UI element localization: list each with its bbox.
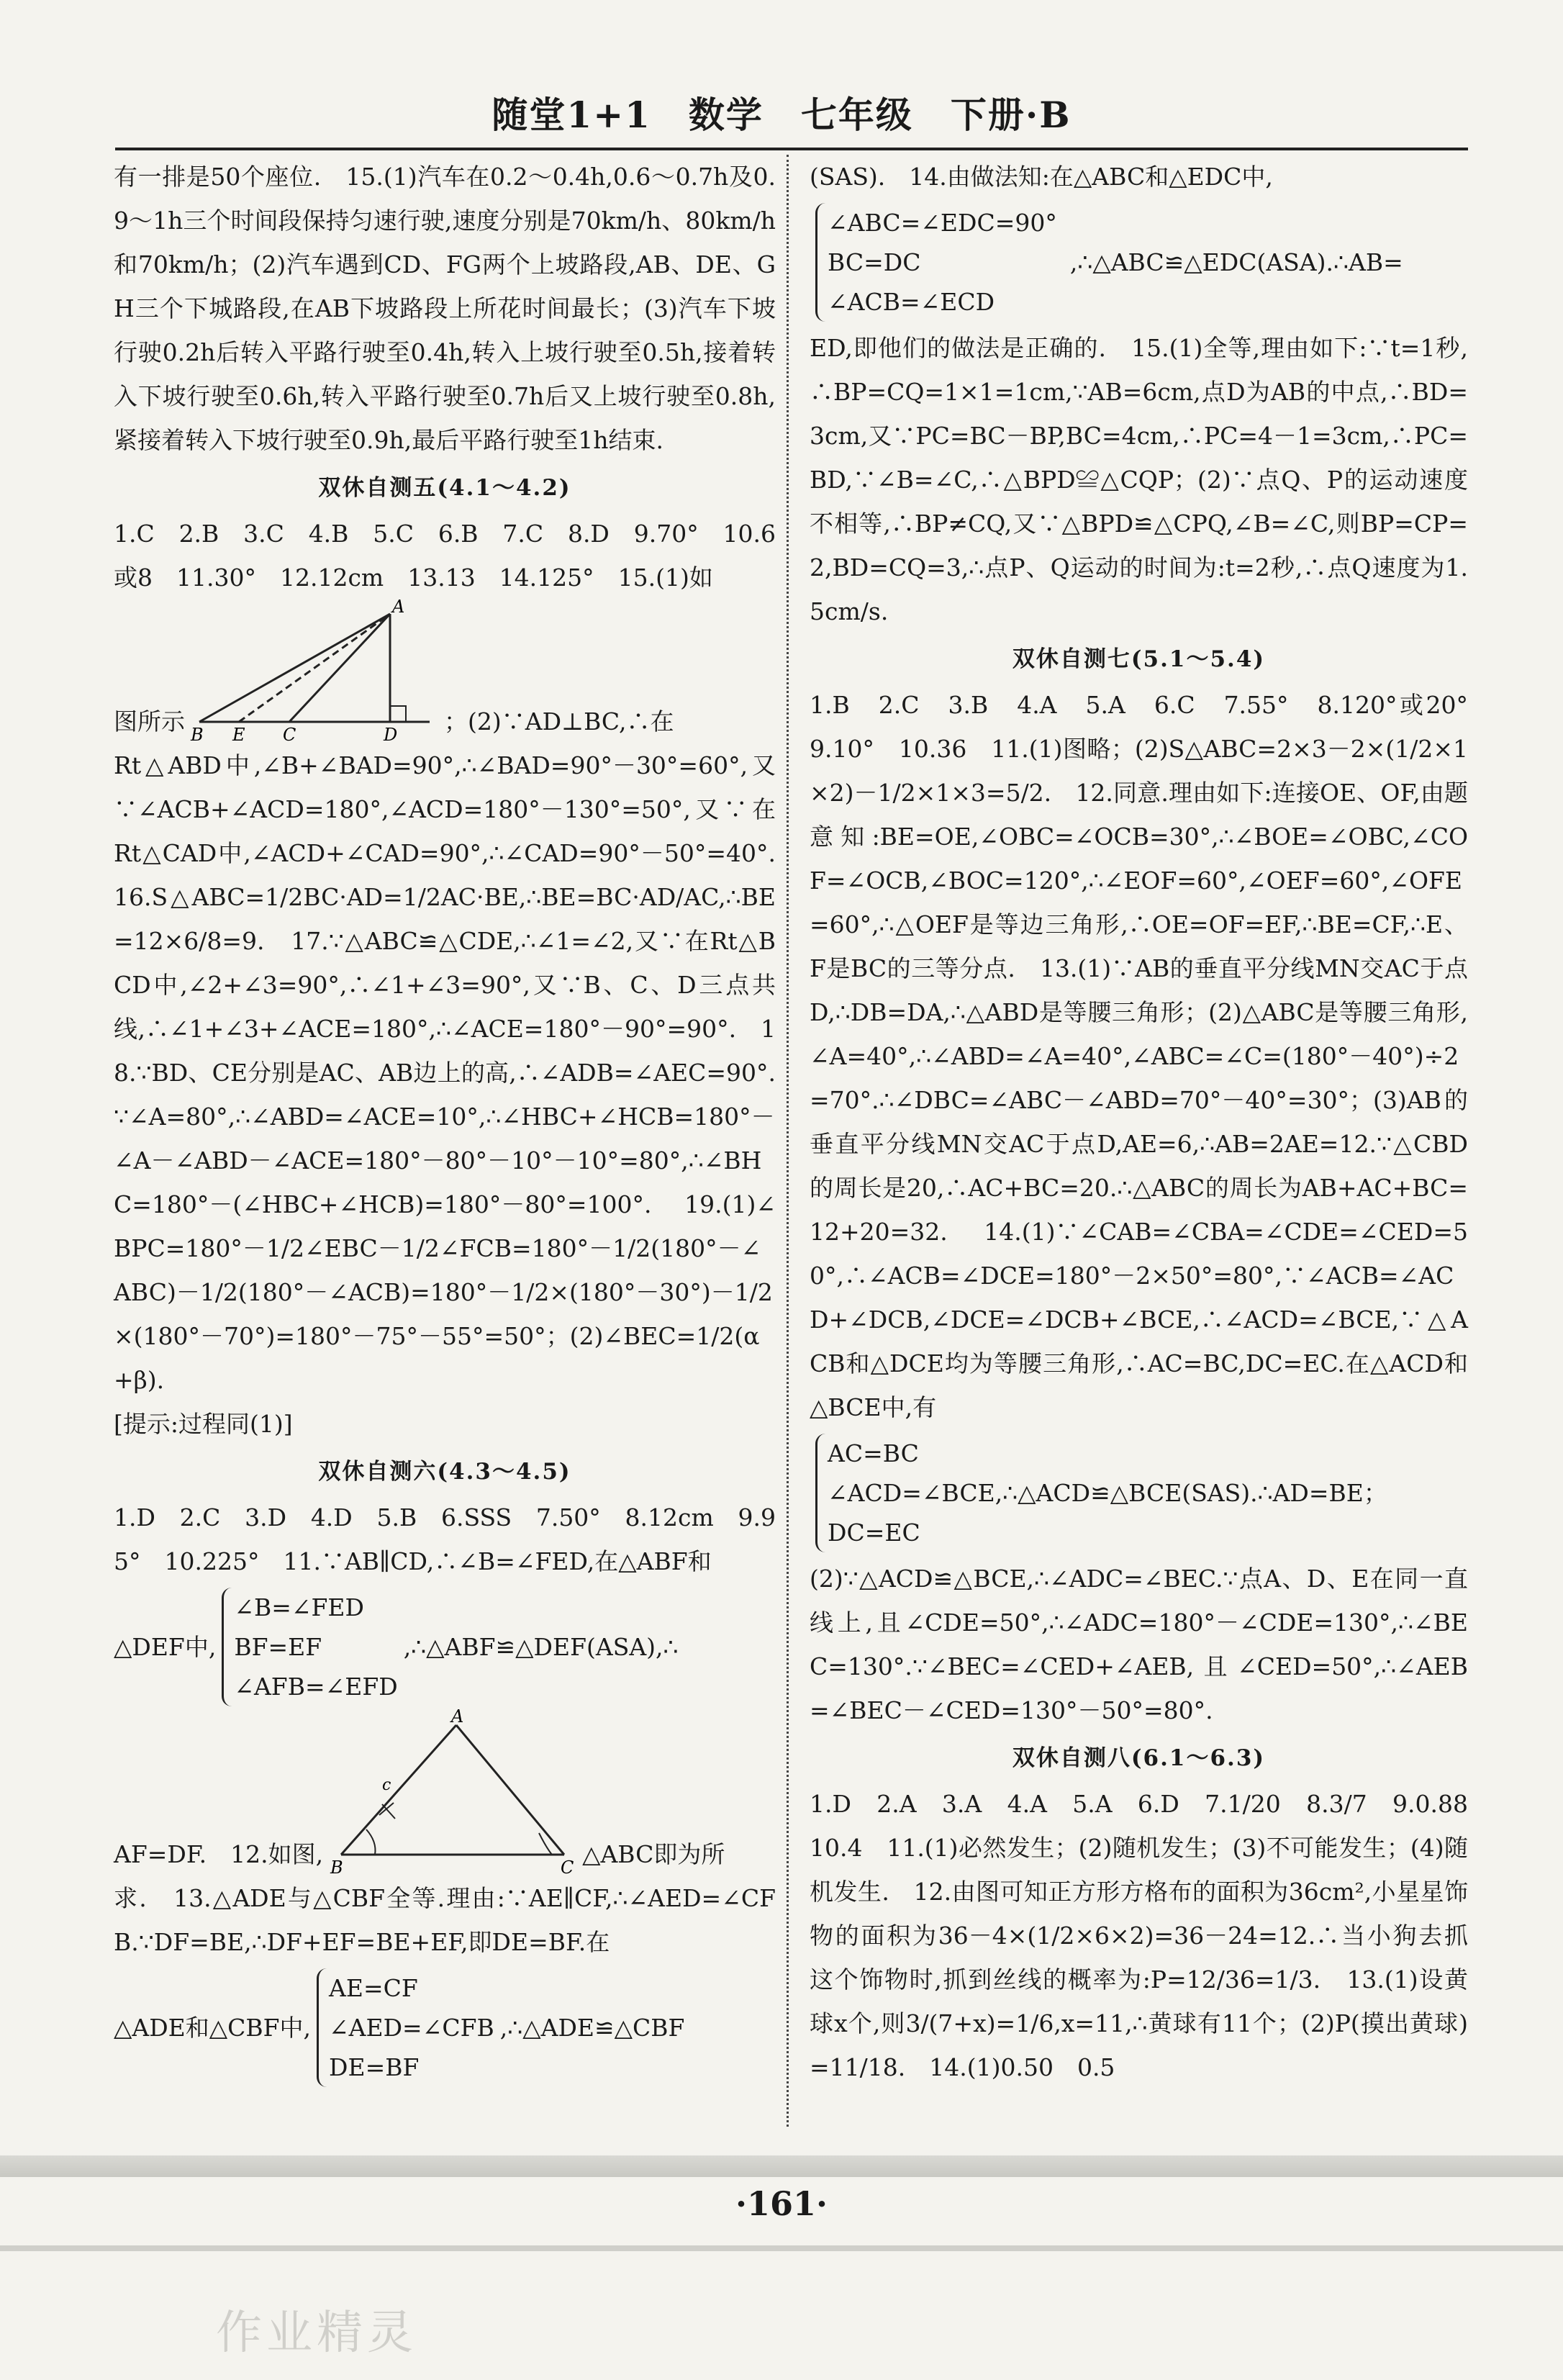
figure-row-2 [114, 1706, 776, 1878]
equation-system [815, 1434, 1387, 1552]
equation-line: DE=BF [329, 2053, 420, 2081]
answer-text: ,∴△ABC≌△EDC(ASA).∴AB= [1069, 248, 1403, 276]
fig1-line-AE [239, 614, 390, 722]
equation-line: ∠ACD=∠BCE,∴△ACD≌△BCE(SAS).∴AD=BE； [828, 1479, 1387, 1507]
section-title-7: 双休自测七(5.1～5.4) [1012, 646, 1266, 672]
triangle-figure-2 [323, 1706, 582, 1878]
equation-system [317, 1968, 494, 2087]
footer-rule [0, 2245, 1563, 2251]
answer-text: ,∴△ADE≌△CBF [499, 2014, 685, 2042]
section-title-8: 双休自测八(6.1～6.3) [1012, 1745, 1266, 1771]
figure-row-1 [114, 599, 776, 743]
right-column [810, 155, 1492, 2127]
fig2-label-c: c [382, 1776, 391, 1794]
watermark-logo: 作业精灵 [216, 2307, 417, 2360]
equation-row-4 [810, 1429, 1468, 1557]
footer-band [0, 2155, 1563, 2177]
answer-paragraph: 求. 13.△ADE与△CBF全等.理由:∵AE∥CF,∴∠AED=∠CFB.∵DF=BE,∴DF+EF=BE+EF,即DE=BF.在 [114, 1884, 776, 1956]
answer-paragraph: 1.B 2.C 3.B 4.A 5.A 6.C 7.55° 8.120°或20° 9.10° 10.36 11.(1)图略；(2)S△ABC=2×3－2×(1/2×1×2)－1/2×1×3=5/2. 12.同意.理由如下:连接OE、OF,由题意知:BE=OE,∠OBC=∠OCB=30°,∴∠BOE=∠OBC,∠COF=∠OCB,∠BOC=120°,∴∠EOF=60°,∠OEF=60°,∠OFE=60°,∴△OEF是等边三角形,∴OE=OF=EF,∴BE=CF,∴E、F是BC的三等分点. 13.(1)∵AB的垂直平分线MN交AC于点D,∴DB=DA,∴△ABD是等腰三角形；(2)△ABC是等腰三角形,∠A=40°,∴∠ABD=∠A=40°,∠ABC=∠C=(180°－40°)÷2=70°.∴∠DBC=∠ABC－∠ABD=70°－40°=30°；(3)AB的垂直平分线MN交AC于点D,AE=6,∴AB=2AE=12.∵△CBD的周长是20,∴AC+BC=20.∴△ABC的周长为AB+AC+BC=12+20=32. 14.(1)∵∠CAB=∠CBA=∠CDE=∠CED=50°,∴∠ACB=∠DCE=180°－2×50°=80°,∵∠ACB=∠ACD+∠DCB,∠DCE=∠DCB+∠BCE,∴∠ACD=∠BCE,∵△ACB和△DCE均为等腰三角形,∴AC=BC,DC=EC.在△ACD和△BCE中,有 [810, 691, 1492, 1421]
fig2-label-C: C [561, 1858, 574, 1878]
equation-row-2 [114, 1964, 776, 2091]
answer-paragraph: 1.C 2.B 3.C 4.B 5.C 6.B 7.C 8.D 9.70° 10.6或8 11.30° 12.12cm 13.13 14.125° 15.(1)如 [114, 520, 776, 592]
equation-line: DC=EC [828, 1519, 920, 1547]
fig2-arc-mark [379, 1803, 395, 1819]
column-divider [787, 155, 790, 2127]
answer-paragraph: (SAS). 14.由做法知:在△ABC和△EDC中, [810, 163, 1273, 191]
fig2-line-AC [456, 1725, 564, 1855]
fig2-label-A: A [451, 1706, 464, 1727]
section-title-6: 双休自测六(4.3～4.5) [318, 1459, 571, 1485]
page-header [0, 86, 1563, 144]
equation-line: BF=EF [234, 1633, 322, 1661]
answer-paragraph: 有一排是50个座位. 15.(1)汽车在0.2～0.4h,0.6～0.7h及0.9～1h三个时间段保持匀速行驶,速度分别是70km/h、80km/h和70km/h；(2)汽车遇到CD、FG两个上坡路段,AB、DE、GH三个下城路段,在AB下坡路段上所花时间最长；(3)汽车下坡行驶0.2h后转入平路行驶至0.4h,转入上坡行驶至0.5h,接着转入下坡行驶至0.6h,转入平路行驶至0.7h后又上坡行驶至0.8h,紧接着转入下坡行驶至0.9h,最后平路行驶至1h结束. [114, 163, 776, 454]
equation-row-1 [114, 1583, 776, 1711]
header-rule [115, 148, 1468, 150]
equation-line: AE=CF [329, 1974, 418, 2002]
answer-text: ,∴△ABF≌△DEF(ASA),∴ [403, 1633, 679, 1661]
fig2-arc-B [366, 1829, 376, 1855]
fig1-label-B: B [191, 725, 204, 745]
section-title-5: 双休自测五(4.1～4.2) [318, 475, 571, 501]
answer-text: △DEF中, [114, 1633, 217, 1661]
answer-paragraph: (2)∵△ACD≌△BCE,∴∠ADC=∠BEC.∵点A、D、E在同一直线上,且∠CDE=50°,∴∠ADC=180°－∠CDE=130°,∴∠BEC=130°.∵∠BEC=∠CED+∠AEB,且∠CED=50°,∴∠AEB=∠BEC－∠CED=130°－50°=80°. [810, 1565, 1468, 1724]
hint-text: [提示:过程同(1)] [114, 1410, 293, 1438]
equation-line: BC=DC [828, 248, 921, 276]
answer-paragraph: Rt△ABD中,∠B+∠BAD=90°,∴∠BAD=90°－30°=60°,又∵∠ACB+∠ACD=180°,∠ACD=180°－130°=50°,又∵在Rt△CAD中,∠ACD+∠CAD=90°,∴∠CAD=90°－50°=40°. 16.S△ABC=1/2BC·AD=1/2AC·BE,∴BE=BC·AD/AC,∴BE=12×6/8=9. 17.∵△ABC≌△CDE,∴∠1=∠2,又∵在Rt△BCD中,∠2+∠3=90°,∴∠1+∠3=90°,又∵B、C、D三点共线,∴∠1+∠3+∠ACE=180°,∴∠ACE=180°－90°=90°. 18.∵BD、CE分别是AC、AB边上的高,∴∠ADB=∠AEC=90°.∵∠A=80°,∴∠ABD=∠ACE=10°,∴∠HBC+∠HCB=180°－∠A－∠ABD－∠ACE=180°－80°－10°－10°=80°,∴∠BHC=180°－(∠HBC+∠HCB)=180°－80°=100°. 19.(1)∠BPC=180°－1/2∠EBC－1/2∠FCB=180°－1/2(180°－∠ABC)－1/2(180°－∠ACB)=180°－1/2×(180°－30°)－1/2×(180°－70°)=180°－75°－55°=50°；(2)∠BEC=1/2(α+β). [114, 751, 799, 1394]
answer-text: △ABC即为所 [582, 1840, 725, 1868]
answer-text: AF=DF. 12.如图, [114, 1840, 324, 1868]
equation-line: ∠ACB=∠ECD [828, 288, 995, 316]
fig1-line-AB [199, 614, 390, 722]
answer-paragraph: 1.D 2.C 3.D 4.D 5.B 6.SSS 7.50° 8.12cm 9.95° 10.225° 11.∵AB∥CD,∴∠B=∠FED,在△ABF和 [114, 1503, 776, 1575]
fig1-right-angle [390, 706, 406, 722]
left-column [114, 155, 799, 2127]
fig1-label-D: D [384, 725, 398, 745]
answer-text: △ADE和△CBF中, [114, 2014, 312, 2042]
answer-text: 图所示 [114, 707, 185, 736]
answer-text: ；(2)∵AD⊥BC,∴在 [444, 707, 674, 736]
equation-row-3 [810, 199, 1468, 326]
triangle-figure-1 [185, 599, 444, 743]
fig1-label-E: E [232, 725, 245, 745]
page-title: 随堂1+1 数学 七年级 下册·B [491, 94, 1072, 136]
equation-line: ∠AED=∠CFB [329, 2014, 494, 2042]
answer-paragraph: ED,即他们的做法是正确的. 15.(1)全等,理由如下:∵t=1秒,∴BP=CQ=1×1=1cm,∵AB=6cm,点D为AB的中点,∴BD=3cm,又∵PC=BC－BP,BC=4cm,∴PC=4－1=3cm,∴PC=BD,∵∠B=∠C,∴△BPD≌△CQP；(2)∵点Q、P的运动速度不相等,∴BP≠CQ,又∵△BPD≌△CPQ,∠B=∠C,则BP=CP=2,BD=CQ=3,∴点P、Q运动的时间为:t=2秒,∴点Q速度为1.5cm/s. [810, 334, 1468, 625]
answer-paragraph: 1.D 2.A 3.A 4.A 5.A 6.D 7.1/20 8.3/7 9.0.88 10.4 11.(1)必然发生；(2)随机发生；(3)不可能发生；(4)随机发生. 12.由图可知正方形方格布的面积为36cm²,小星星饰物的面积为36－4×(1/2×6×2)=36－24=12.∴当小狗去抓这个饰物时,抓到丝线的概率为:P=12/36=1/3. 13.(1)设黄球x个,则3/(7+x)=1/6,x=11,∴黄球有11个；(2)P(摸出黄球)=11/18. 14.(1)0.50 0.5 [810, 1790, 1492, 2081]
equation-system [222, 1588, 397, 1706]
equation-system [815, 203, 1057, 322]
equation-line: ∠B=∠FED [234, 1593, 364, 1621]
fig2-label-B: B [330, 1858, 343, 1878]
equation-line: AC=BC [828, 1439, 919, 1467]
fig1-label-A: A [392, 597, 405, 617]
equation-line: ∠ABC=∠EDC=90° [828, 209, 1057, 237]
fig1-line-AC [289, 614, 390, 722]
fig1-label-C: C [283, 725, 296, 745]
equation-line: ∠AFB=∠EFD [234, 1673, 398, 1701]
page-number: ·161· [735, 2184, 828, 2223]
fig2-line-AB [341, 1725, 456, 1855]
